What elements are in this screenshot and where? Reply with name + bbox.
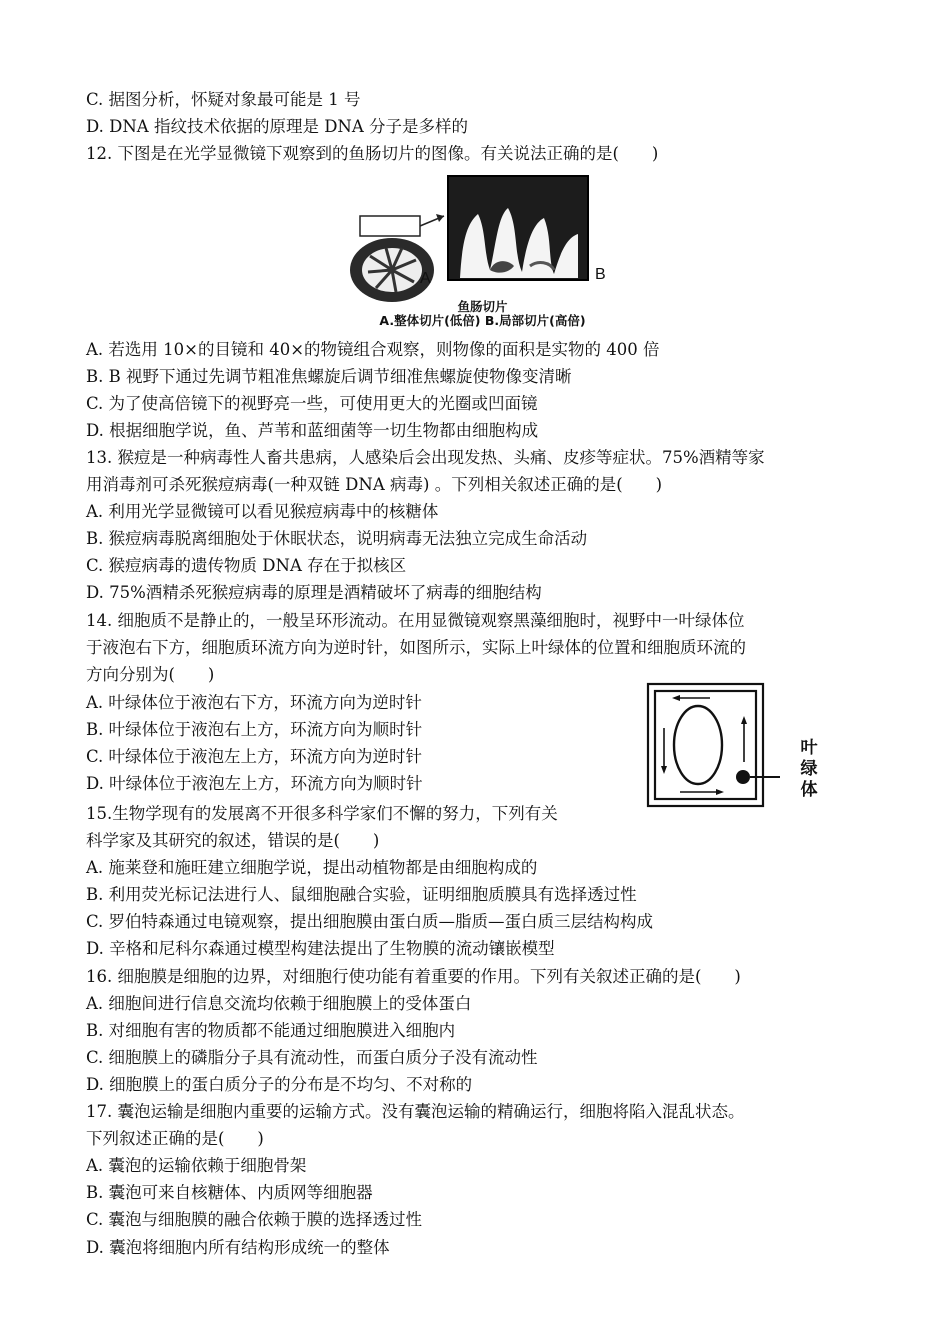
option-d: D. 细胞膜上的蛋白质分子的分布是不均匀、不对称的 <box>86 1075 473 1094</box>
option-b: B. B 视野下通过先调节粗准焦螺旋后调节细准焦螺旋使物像变清晰 <box>86 367 572 386</box>
question-16-stem: 16. 细胞膜是细胞的边界，对细胞行使功能有着重要的作用。下列有关叙述正确的是( ) <box>86 967 741 986</box>
question-12-stem: 12. 下图是在光学显微镜下观察到的鱼肠切片的图像。有关说法正确的是( ) <box>86 144 659 163</box>
question-17-stem: 17. 囊泡运输是细胞内重要的运输方式。没有囊泡运输的精确运行，细胞将陷入混乱状态。 <box>86 1102 745 1121</box>
figure-caption-title: 鱼肠切片 <box>457 299 508 314</box>
option-d: D. 辛格和尼科尔森通过模型构建法提出了生物膜的流动镶嵌模型 <box>86 939 555 958</box>
option-a: A. 细胞间进行信息交流均依赖于细胞膜上的受体蛋白 <box>86 994 472 1013</box>
question-14-stem: 于液泡右下方，细胞质环流方向为逆时针，如图所示，实际上叶绿体的位置和细胞质环流的 <box>86 638 746 657</box>
text-line: D. DNA 指纹技术依据的原理是 DNA 分子是多样的 <box>86 117 469 136</box>
option-b: B. 对细胞有害的物质都不能通过细胞膜进入细胞内 <box>86 1021 456 1040</box>
option-d: D. 囊泡将细胞内所有结构形成统一的整体 <box>86 1238 390 1257</box>
option-d: D. 根据细胞学说，鱼、芦苇和蓝细菌等一切生物都由细胞构成 <box>86 421 539 440</box>
fish-intestine-slice-drawing <box>340 174 625 304</box>
cell-cytoplasm-flow-figure <box>640 676 820 811</box>
question-14-stem: 方向分别为( ) <box>86 665 215 684</box>
option-c: C. 囊泡与细胞膜的融合依赖于膜的选择透过性 <box>86 1210 423 1229</box>
option-c: C. 细胞膜上的磷脂分子具有流动性，而蛋白质分子没有流动性 <box>86 1048 538 1067</box>
option-b: B. 叶绿体位于液泡右上方，环流方向为顺时针 <box>86 720 423 739</box>
chloroplast-label: 绿 <box>800 759 818 779</box>
option-a: A. 若选用 10×的目镜和 40×的物镜组合观察，则物像的面积是实物的 400 倍 <box>86 340 660 359</box>
chloroplast-label: 体 <box>800 780 818 800</box>
cell-diagram <box>640 676 798 811</box>
label-a: A <box>420 270 431 287</box>
option-c: C. 猴痘病毒的遗传物质 DNA 存在于拟核区 <box>86 556 407 575</box>
option-c: C. 罗伯特森通过电镜观察，提出细胞膜由蛋白质—脂质—蛋白质三层结构构成 <box>86 912 654 931</box>
label-b: B <box>595 266 606 283</box>
question-15-stem: 15.生物学现有的发展离不开很多科学家们不懈的努力，下列有关 <box>86 804 558 823</box>
text-line: C. 据图分析，怀疑对象最可能是 1 号 <box>86 90 361 109</box>
option-d: D. 叶绿体位于液泡左上方，环流方向为顺时针 <box>86 774 423 793</box>
option-a: A. 施莱登和施旺建立细胞学说，提出动植物都是由细胞构成的 <box>86 858 538 877</box>
question-15-stem: 科学家及其研究的叙述，错误的是( ) <box>86 831 380 850</box>
option-b: B. 利用荧光标记法进行人、鼠细胞融合实验，证明细胞质膜具有选择透过性 <box>86 885 637 904</box>
figure-caption-detail: A.整体切片(低倍) B.局部切片(高倍) <box>379 313 586 328</box>
option-c: C. 为了使高倍镜下的视野亮一些，可使用更大的光圈或凹面镜 <box>86 394 538 413</box>
question-14-stem: 14. 细胞质不是静止的，一般呈环形流动。在用显微镜观察黑藻细胞时，视野中一叶绿体位 <box>86 611 745 630</box>
option-b: B. 猴痘病毒脱离细胞处于休眠状态，说明病毒无法独立完成生命活动 <box>86 529 588 548</box>
option-b: B. 囊泡可来自核糖体、内质网等细胞器 <box>86 1183 373 1202</box>
question-17-stem: 下列叙述正确的是( ) <box>86 1129 264 1148</box>
question-13-stem: 13. 猴痘是一种病毒性人畜共患病，人感染后会出现发热、头痛、皮疹等症状。75%酒精等家 <box>86 448 765 467</box>
option-a: A. 利用光学显微镜可以看见猴痘病毒中的核糖体 <box>86 502 439 521</box>
option-a: A. 叶绿体位于液泡右下方，环流方向为逆时针 <box>86 693 422 712</box>
chloroplast-label: 叶 <box>800 738 818 758</box>
option-a: A. 囊泡的运输依赖于细胞骨架 <box>86 1156 307 1175</box>
option-c: C. 叶绿体位于液泡左上方，环流方向为逆时针 <box>86 747 423 766</box>
fish-intestine-figure <box>340 174 625 334</box>
option-d: D. 75%酒精杀死猴痘病毒的原理是酒精破坏了病毒的细胞结构 <box>86 583 542 602</box>
question-13-stem: 用消毒剂可杀死猴痘病毒(一种双链 DNA 病毒) 。下列相关叙述正确的是( ) <box>86 475 663 494</box>
